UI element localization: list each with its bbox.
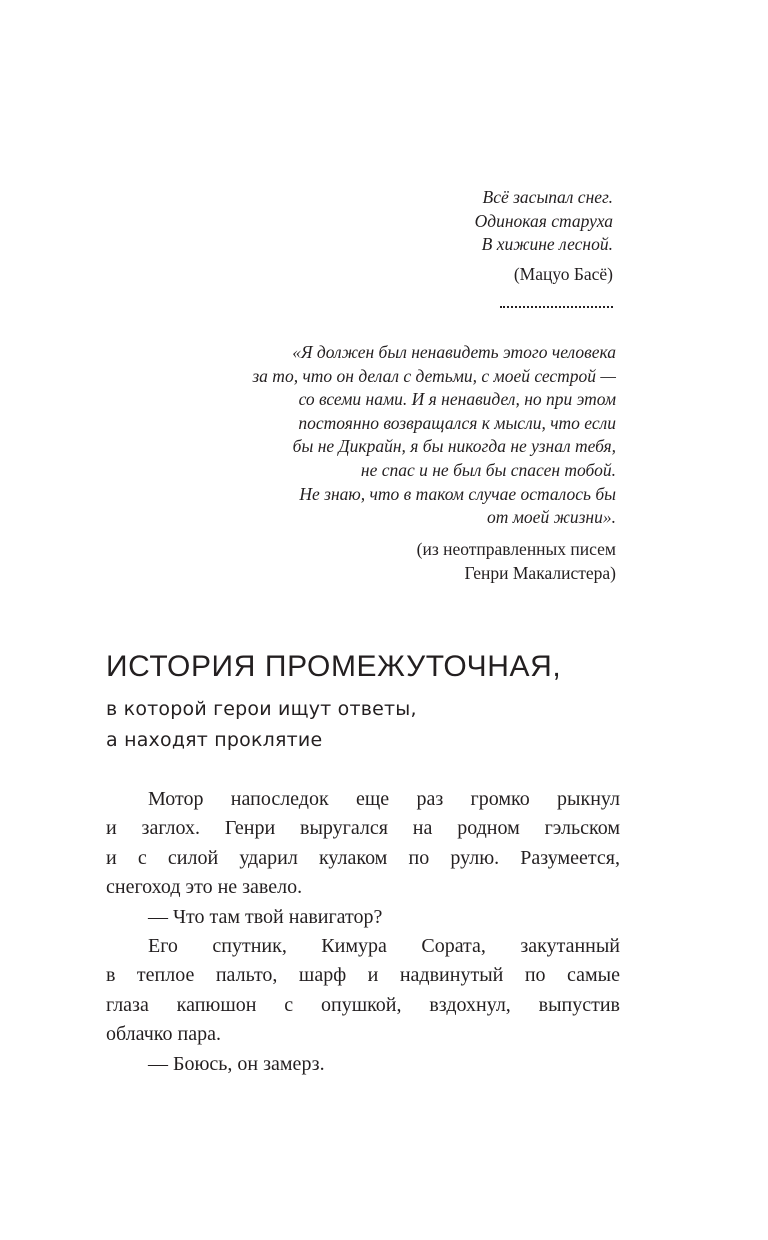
epigraph-quote bbox=[116, 341, 616, 530]
quote-line: Не знаю, что в таком случае осталось бы bbox=[299, 483, 616, 504]
quote-line: бы не Дикрайн, я бы никогда не узнал тебя, bbox=[292, 436, 616, 457]
text-line: снегоход это не завело. bbox=[106, 876, 303, 899]
quote-line: за то, что он делал с детьми, с моей сестрой — bbox=[252, 365, 616, 386]
paragraph bbox=[106, 785, 620, 903]
chapter-subtitle-line: а находят проклятие bbox=[106, 729, 323, 751]
epigraph-haiku bbox=[253, 186, 613, 257]
quote-attribution-line: (из неотправленных писем bbox=[416, 539, 616, 559]
quote-attribution-line: Генри Макалистера) bbox=[464, 562, 616, 583]
paragraph bbox=[106, 903, 620, 932]
quote-line: со всеми нами. И я ненавидел, но при этом bbox=[298, 389, 616, 410]
haiku-line: Всё засыпал снег. bbox=[482, 187, 613, 207]
quote-line: «Я должен был ненавидеть этого человека bbox=[292, 342, 616, 362]
quote-line: от моей жизни». bbox=[487, 507, 616, 528]
body-text bbox=[106, 785, 620, 1079]
quote-line: не спас и не был бы спасен тобой. bbox=[360, 459, 616, 480]
haiku-attribution: (Мацуо Басё) bbox=[513, 264, 613, 284]
paragraph bbox=[106, 932, 620, 1050]
haiku-line: В хижине лесной. bbox=[481, 234, 613, 254]
text-line: и заглох. Генри выругался на родном гэльском bbox=[106, 817, 620, 840]
quote-line: постоянно возвращался к мысли, что если bbox=[298, 412, 616, 433]
text-line: — Боюсь, он замерз. bbox=[148, 1052, 325, 1075]
text-line: и с силой ударил кулаком по рулю. Разумеется, bbox=[106, 846, 620, 869]
chapter-subtitle-line: в которой герои ищут ответы, bbox=[106, 698, 417, 720]
haiku-line: Одинокая старуха bbox=[474, 210, 613, 231]
dotted-divider bbox=[500, 306, 613, 308]
chapter-title: ИСТОРИЯ ПРОМЕЖУТОЧНАЯ, bbox=[106, 650, 562, 683]
chapter-subtitle bbox=[106, 694, 417, 756]
text-line: облачко пара. bbox=[106, 1023, 221, 1046]
text-line: Его спутник, Кимура Сората, закутанный bbox=[148, 935, 620, 958]
text-line: — Что там твой навигатор? bbox=[148, 905, 383, 928]
paragraph bbox=[106, 1050, 620, 1079]
text-line: глаза капюшон с опушкой, вздохнул, выпустив bbox=[106, 993, 620, 1016]
text-line: Мотор напоследок еще раз громко рыкнул bbox=[148, 788, 620, 810]
text-line: в теплое пальто, шарф и надвинутый по самые bbox=[106, 964, 620, 987]
quote-attribution bbox=[216, 538, 616, 585]
